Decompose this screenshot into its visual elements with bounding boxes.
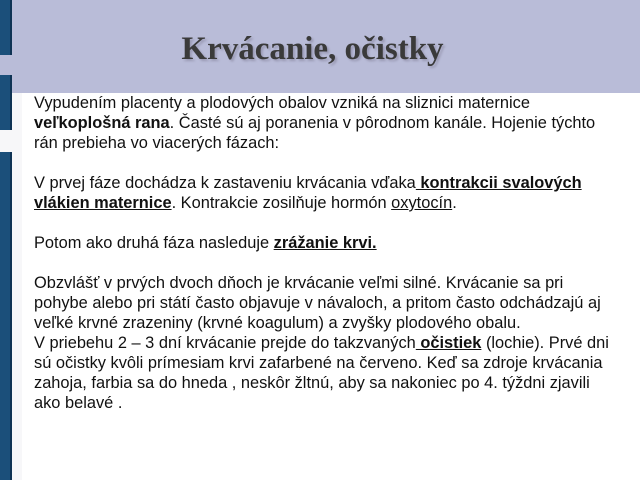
- text-run: Potom ako druhá fáza nasleduje: [34, 234, 274, 252]
- paragraph-phase-two: [34, 233, 619, 253]
- text-run: . Kontrakcie zosilňuje hormón: [171, 194, 392, 212]
- text-run: Vypudením placenty a plodových obalov vzniká na sliznici maternice: [34, 94, 530, 112]
- left-edge-decoration: [0, 152, 12, 480]
- emphasis-term: očistiek: [415, 334, 482, 352]
- emphasis-term: kontrakcii svalových vlákien maternice: [34, 174, 582, 212]
- slide-title: Krvácanie, očistky: [181, 31, 444, 67]
- text-run: . Časté sú aj poranenia v pôrodnom kanále. Hojenie týchto rán prebieha vo viacerých fázach:: [34, 114, 596, 152]
- text-run: Obzvlášť v prvých dvoch dňoch je krvácanie veľmi silné. Krvácanie sa pri pohybe alebo pri státí často objavuje v návaloch, a pritom často odchádzajú aj veľké krvné zrazeniny (krvné koagulum) a zvyšky plodového obalu.: [34, 274, 601, 332]
- paragraph-intro: [34, 93, 619, 153]
- text-run: .: [452, 194, 457, 212]
- text-run: (lochie). Prvé dni sú očistky kvôli prímesiam krvi zafarbené na červeno. Keď sa zdroje krvácania zahoja, farbia sa do hneda , neskôr žltnú, aby sa nakoniec po 4. týždni zjavili ako belavé .: [34, 334, 609, 412]
- left-edge-decoration: [0, 75, 12, 130]
- emphasis-term: zrážanie krvi.: [273, 234, 377, 252]
- underlined-term: oxytocín: [391, 194, 453, 212]
- text-run: V priebehu 2 – 3 dní krvácanie prejde do takzvaných: [34, 334, 416, 352]
- text-run: V prvej fáze dochádza k zastaveniu krvácania vďaka: [34, 174, 416, 192]
- paragraph-phase-one: [34, 173, 619, 213]
- paragraph-lochia: [34, 333, 619, 413]
- emphasis-term: veľkoplošná rana: [34, 114, 170, 132]
- paragraph-bleeding: [34, 273, 619, 333]
- slide-content: [34, 93, 619, 413]
